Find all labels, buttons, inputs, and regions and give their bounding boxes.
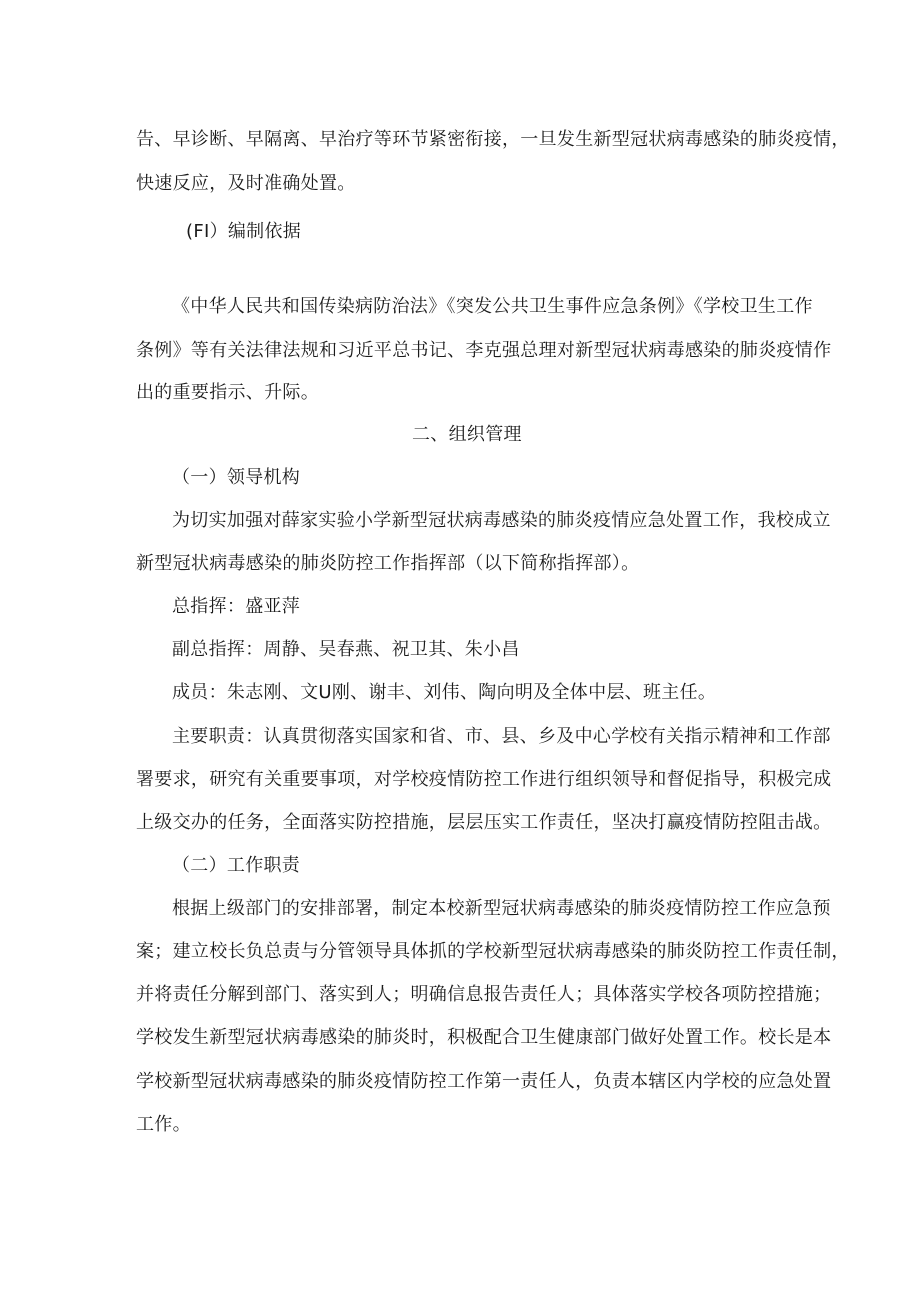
text-line: 案；建立校长负总责与分管领导具体抓的学校新型冠状病毒感染的肺炎防控工作责任制， <box>136 941 850 962</box>
text-line: 副总指挥：周静、吴春燕、祝卫其、朱小昌 <box>172 639 520 660</box>
text-line: 主要职责：认真贯彻落实国家和省、市、县、乡及中心学校有关指示精神和工作部 <box>172 726 831 747</box>
chapter-heading: 二、组织管理 <box>412 424 522 445</box>
text-line: 条例》等有关法律法规和习近平总书记、李克强总理对新型冠状病毒感染的肺炎疫情作 <box>136 340 832 361</box>
text-line: 为切实加强对薛家实验小学新型冠状病毒感染的肺炎疫情应急处置工作，我校成立 <box>172 510 831 531</box>
text-line: 总指挥：盛亚萍 <box>172 596 301 617</box>
text-line: 《中华人民共和国传染病防治法》《突发公共卫生事件应急条例》《学校卫生工作 <box>172 296 813 317</box>
text-line: 并将责任分解到部门、落实到人；明确信息报告责任人；具体落实学校各项防控措施； <box>136 984 832 1005</box>
text-line: 学校新型冠状病毒感染的肺炎疫情防控工作第一责任人，负责本辖区内学校的应急处置 <box>136 1071 832 1092</box>
text-line: 上级交办的任务，全面落实防控措施，层层压实工作责任，坚决打赢疫情防控阻击战。 <box>136 812 832 833</box>
text-line: 成员：朱志刚、文U刚、谢丰、刘伟、陶向明及全体中层、班主任。 <box>172 682 717 703</box>
text-line: 快速反应，及时准确处置。 <box>136 173 356 194</box>
section-heading: （二）工作职责 <box>172 855 301 876</box>
text-line: 署要求，研究有关重要事项，对学校疫情防控工作进行组织领导和督促指导，积极完成 <box>136 769 832 790</box>
text-line: 学校发生新型冠状病毒感染的肺炎时，积极配合卫生健康部门做好处置工作。校长是本 <box>136 1027 832 1048</box>
text-line: 新型冠状病毒感染的肺炎防控工作指挥部（以下简称指挥部）。 <box>136 553 640 574</box>
text-line: 出的重要指示、升际。 <box>136 382 319 403</box>
text-line: 工作。 <box>136 1114 191 1135</box>
text-line: 根据上级部门的安排部署，制定本校新型冠状病毒感染的肺炎疫情防控工作应急预 <box>172 898 831 919</box>
section-heading: (FI）编制依据 <box>186 221 302 242</box>
section-heading: （一）领导机构 <box>172 467 301 488</box>
text-line: 告、早诊断、早隔离、早治疗等环节紧密衔接，一旦发生新型冠状病毒感染的肺炎疫情， <box>136 129 850 150</box>
